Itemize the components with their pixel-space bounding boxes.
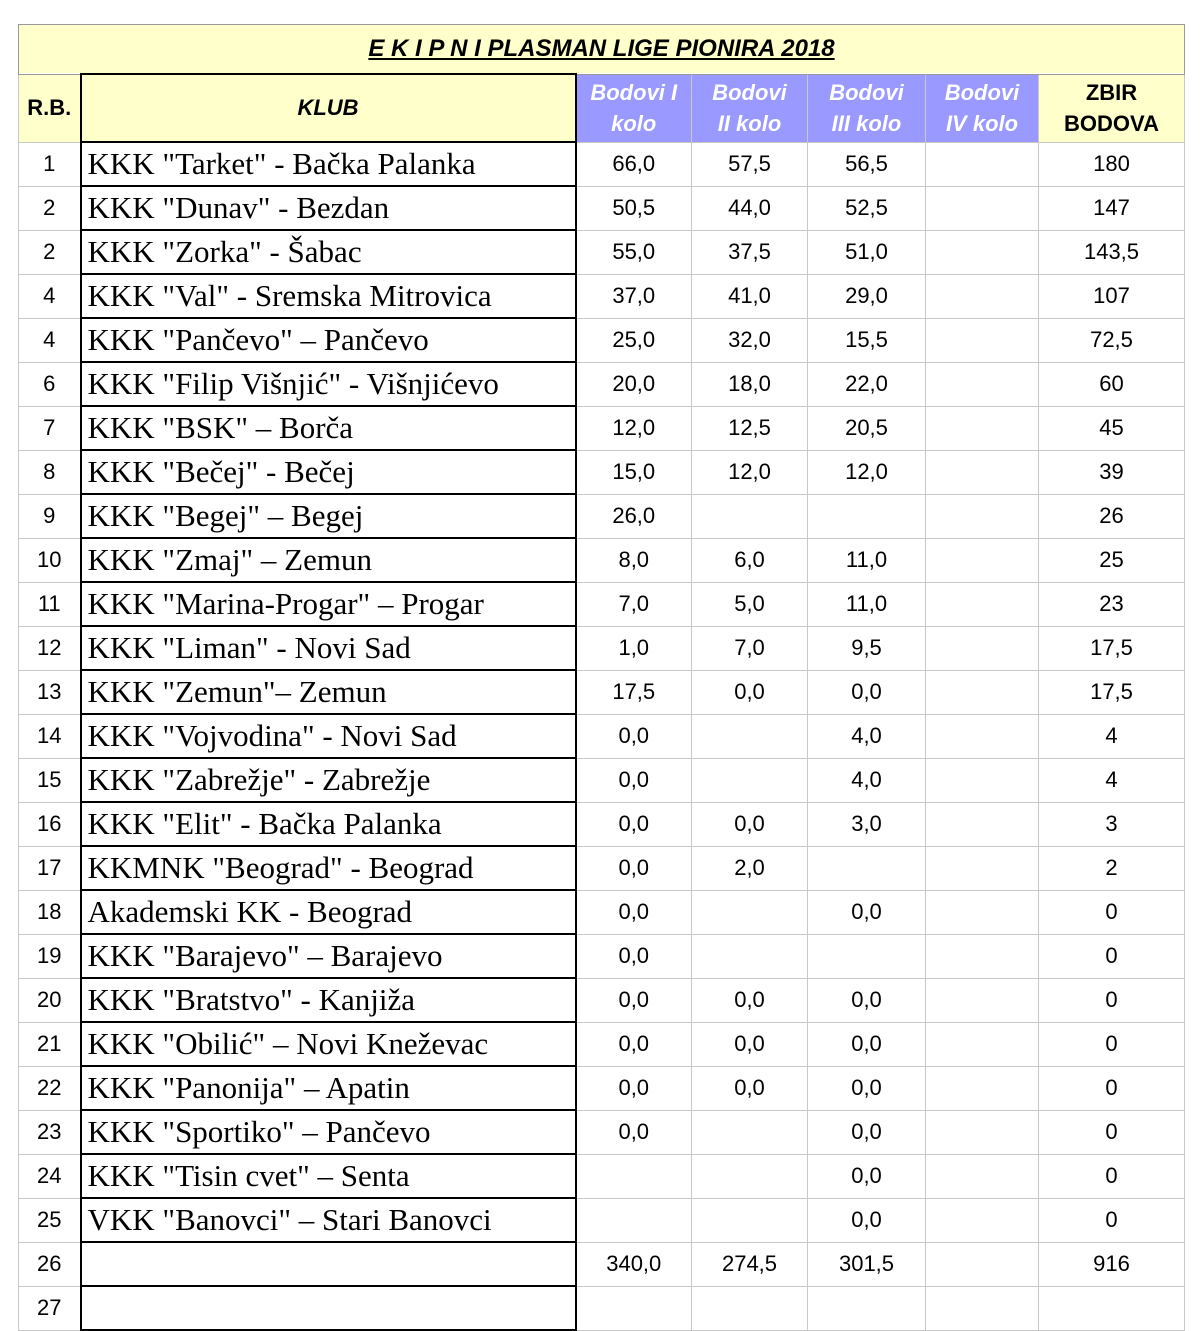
total-points-cell: 4 xyxy=(1039,714,1185,758)
round-1-header: Bodovi I kolo xyxy=(576,74,692,142)
round-1-points-cell xyxy=(576,1154,692,1198)
round-2-points-cell: 2,0 xyxy=(692,846,808,890)
round-1-points-cell: 0,0 xyxy=(576,714,692,758)
round-2-points-cell: 274,5 xyxy=(692,1242,808,1286)
club-name-cell xyxy=(81,1286,576,1330)
round-3-points-cell: 51,0 xyxy=(808,230,926,274)
round-3-points-cell: 0,0 xyxy=(808,978,926,1022)
round-1-points-cell: 0,0 xyxy=(576,1022,692,1066)
table-row xyxy=(19,230,1185,274)
round-1-points-cell: 0,0 xyxy=(576,758,692,802)
round-4-points-cell xyxy=(926,802,1039,846)
rank-cell: 17 xyxy=(19,846,81,890)
total-points-cell: 72,5 xyxy=(1039,318,1185,362)
round-4-points-cell xyxy=(926,1198,1039,1242)
total-points-cell: 143,5 xyxy=(1039,230,1185,274)
club-header: KLUB xyxy=(81,74,576,142)
club-name-cell: KKK "BSK" – Borča xyxy=(81,406,576,450)
round-3-points-cell: 0,0 xyxy=(808,1022,926,1066)
total-points-cell: 0 xyxy=(1039,978,1185,1022)
club-name-cell: Akademski KK - Beograd xyxy=(81,890,576,934)
total-points-cell: 25 xyxy=(1039,538,1185,582)
round-3-points-cell: 4,0 xyxy=(808,714,926,758)
total-points-cell: 0 xyxy=(1039,1110,1185,1154)
total-points-cell: 4 xyxy=(1039,758,1185,802)
round-1-points-cell: 0,0 xyxy=(576,1110,692,1154)
round-2-points-cell: 12,0 xyxy=(692,450,808,494)
round-3-points-cell xyxy=(808,1286,926,1330)
round-2-points-cell xyxy=(692,1286,808,1330)
table-title: E K I P N I PLASMAN LIGE PIONIRA 2018 xyxy=(19,25,1185,75)
total-points-cell: 0 xyxy=(1039,1066,1185,1110)
table-row xyxy=(19,582,1185,626)
club-name-cell: KKK "Panonija" – Apatin xyxy=(81,1066,576,1110)
round-3-points-cell xyxy=(808,846,926,890)
round-2-points-cell: 41,0 xyxy=(692,274,808,318)
round-3-points-cell: 56,5 xyxy=(808,142,926,186)
round-4-points-cell xyxy=(926,230,1039,274)
round-2-points-cell: 6,0 xyxy=(692,538,808,582)
club-name-cell: KKK "Begej" – Begej xyxy=(81,494,576,538)
round-2-points-cell xyxy=(692,890,808,934)
round-3-points-cell: 29,0 xyxy=(808,274,926,318)
total-points-cell: 0 xyxy=(1039,890,1185,934)
round-4-points-cell xyxy=(926,1154,1039,1198)
table-row xyxy=(19,978,1185,1022)
club-name-cell: KKK "Barajevo" – Barajevo xyxy=(81,934,576,978)
round-3-points-cell: 15,5 xyxy=(808,318,926,362)
table-row xyxy=(19,186,1185,230)
round-3-points-cell: 4,0 xyxy=(808,758,926,802)
total-points-cell: 17,5 xyxy=(1039,626,1185,670)
round-3-points-cell: 22,0 xyxy=(808,362,926,406)
round-2-points-cell: 0,0 xyxy=(692,978,808,1022)
club-name-cell: KKK "Zmaj" – Zemun xyxy=(81,538,576,582)
rank-cell: 16 xyxy=(19,802,81,846)
total-points-cell: 0 xyxy=(1039,1198,1185,1242)
round-3-header: Bodovi III kolo xyxy=(808,74,926,142)
round-4-header: Bodovi IV kolo xyxy=(926,74,1039,142)
total-points-cell: 147 xyxy=(1039,186,1185,230)
round-2-points-cell xyxy=(692,934,808,978)
round-4-points-cell xyxy=(926,714,1039,758)
rank-cell: 18 xyxy=(19,890,81,934)
table-row xyxy=(19,714,1185,758)
club-name-cell: KKK "Bečej" - Bečej xyxy=(81,450,576,494)
table-row xyxy=(19,274,1185,318)
total-points-cell: 60 xyxy=(1039,362,1185,406)
rank-cell: 21 xyxy=(19,1022,81,1066)
table-row xyxy=(19,450,1185,494)
round-3-points-cell: 0,0 xyxy=(808,1154,926,1198)
table-row xyxy=(19,758,1185,802)
round-1-points-cell: 340,0 xyxy=(576,1242,692,1286)
rank-cell: 8 xyxy=(19,450,81,494)
round-2-points-cell: 12,5 xyxy=(692,406,808,450)
rank-cell: 26 xyxy=(19,1242,81,1286)
table-row xyxy=(19,626,1185,670)
table-row xyxy=(19,846,1185,890)
round-1-points-cell: 0,0 xyxy=(576,1066,692,1110)
round-1-points-cell: 0,0 xyxy=(576,846,692,890)
total-points-cell: 45 xyxy=(1039,406,1185,450)
table-row xyxy=(19,406,1185,450)
rank-cell: 10 xyxy=(19,538,81,582)
round-4-points-cell xyxy=(926,186,1039,230)
round-2-points-cell: 5,0 xyxy=(692,582,808,626)
total-points-cell: 23 xyxy=(1039,582,1185,626)
club-name-cell: KKK "Pančevo" – Pančevo xyxy=(81,318,576,362)
rank-cell: 19 xyxy=(19,934,81,978)
round-4-points-cell xyxy=(926,626,1039,670)
round-1-points-cell xyxy=(576,1198,692,1242)
total-points-cell: 17,5 xyxy=(1039,670,1185,714)
club-name-cell: KKK "Tarket" - Bačka Palanka xyxy=(81,142,576,186)
round-1-points-cell: 26,0 xyxy=(576,494,692,538)
round-3-points-cell: 301,5 xyxy=(808,1242,926,1286)
total-points-cell: 0 xyxy=(1039,1022,1185,1066)
round-2-points-cell: 0,0 xyxy=(692,1066,808,1110)
round-2-points-cell xyxy=(692,714,808,758)
round-1-points-cell: 17,5 xyxy=(576,670,692,714)
round-1-points-cell: 55,0 xyxy=(576,230,692,274)
club-name-cell: KKK "Vojvodina" - Novi Sad xyxy=(81,714,576,758)
round-1-points-cell: 66,0 xyxy=(576,142,692,186)
round-1-points-cell: 0,0 xyxy=(576,934,692,978)
rank-header: R.B. xyxy=(19,74,81,142)
round-1-points-cell: 12,0 xyxy=(576,406,692,450)
round-1-points-cell: 7,0 xyxy=(576,582,692,626)
table-row xyxy=(19,670,1185,714)
rank-cell: 2 xyxy=(19,186,81,230)
total-points-cell: 39 xyxy=(1039,450,1185,494)
club-name-cell: KKK "Zabrežje" - Zabrežje xyxy=(81,758,576,802)
rank-cell: 13 xyxy=(19,670,81,714)
rank-cell: 9 xyxy=(19,494,81,538)
total-points-header: ZBIR BODOVA xyxy=(1039,74,1185,142)
round-4-points-cell xyxy=(926,890,1039,934)
rank-cell: 12 xyxy=(19,626,81,670)
club-name-cell: KKK "Zorka" - Šabac xyxy=(81,230,576,274)
total-points-cell: 916 xyxy=(1039,1242,1185,1286)
club-name-cell: KKK "Zemun"– Zemun xyxy=(81,670,576,714)
header-row xyxy=(19,74,1185,142)
round-4-points-cell xyxy=(926,1110,1039,1154)
rank-cell: 1 xyxy=(19,142,81,186)
round-2-points-cell: 0,0 xyxy=(692,802,808,846)
table-row xyxy=(19,1154,1185,1198)
round-2-points-cell: 44,0 xyxy=(692,186,808,230)
rank-cell: 20 xyxy=(19,978,81,1022)
round-3-points-cell: 0,0 xyxy=(808,670,926,714)
total-points-cell: 2 xyxy=(1039,846,1185,890)
round-3-points-cell: 0,0 xyxy=(808,1110,926,1154)
round-2-points-cell: 18,0 xyxy=(692,362,808,406)
round-4-points-cell xyxy=(926,670,1039,714)
round-3-points-cell: 9,5 xyxy=(808,626,926,670)
round-1-points-cell: 20,0 xyxy=(576,362,692,406)
club-name-cell: KKK "Val" - Sremska Mitrovica xyxy=(81,274,576,318)
total-points-cell: 180 xyxy=(1039,142,1185,186)
club-name-cell xyxy=(81,1242,576,1286)
club-name-cell: KKK "Tisin cvet" – Senta xyxy=(81,1154,576,1198)
table-row xyxy=(19,1286,1185,1330)
round-2-points-cell: 7,0 xyxy=(692,626,808,670)
total-points-cell xyxy=(1039,1286,1185,1330)
round-2-header: Bodovi II kolo xyxy=(692,74,808,142)
round-3-points-cell: 0,0 xyxy=(808,1198,926,1242)
table-row xyxy=(19,890,1185,934)
club-name-cell: VKK "Banovci" – Stari Banovci xyxy=(81,1198,576,1242)
round-2-points-cell: 0,0 xyxy=(692,1022,808,1066)
club-name-cell: KKK "Marina-Progar" – Progar xyxy=(81,582,576,626)
rank-cell: 25 xyxy=(19,1198,81,1242)
table-row xyxy=(19,318,1185,362)
club-name-cell: KKK "Obilić" – Novi Kneževac xyxy=(81,1022,576,1066)
round-1-points-cell: 37,0 xyxy=(576,274,692,318)
round-3-points-cell: 3,0 xyxy=(808,802,926,846)
club-name-cell: KKK "Sportiko" – Pančevo xyxy=(81,1110,576,1154)
total-points-cell: 0 xyxy=(1039,1154,1185,1198)
round-4-points-cell xyxy=(926,1022,1039,1066)
round-2-points-cell: 32,0 xyxy=(692,318,808,362)
round-3-points-cell xyxy=(808,494,926,538)
round-4-points-cell xyxy=(926,1242,1039,1286)
round-4-points-cell xyxy=(926,450,1039,494)
round-4-points-cell xyxy=(926,846,1039,890)
round-3-points-cell: 12,0 xyxy=(808,450,926,494)
round-1-points-cell: 1,0 xyxy=(576,626,692,670)
rank-cell: 27 xyxy=(19,1286,81,1330)
round-1-points-cell: 0,0 xyxy=(576,890,692,934)
round-4-points-cell xyxy=(926,142,1039,186)
club-name-cell: KKK "Bratstvo" - Kanjiža xyxy=(81,978,576,1022)
round-4-points-cell xyxy=(926,406,1039,450)
round-1-points-cell: 8,0 xyxy=(576,538,692,582)
total-points-cell: 3 xyxy=(1039,802,1185,846)
table-row xyxy=(19,1066,1185,1110)
round-1-points-cell: 25,0 xyxy=(576,318,692,362)
total-points-cell: 26 xyxy=(1039,494,1185,538)
club-name-cell: KKMNK "Beograd" - Beograd xyxy=(81,846,576,890)
round-3-points-cell: 0,0 xyxy=(808,1066,926,1110)
round-4-points-cell xyxy=(926,758,1039,802)
round-2-points-cell xyxy=(692,1154,808,1198)
round-4-points-cell xyxy=(926,582,1039,626)
round-4-points-cell xyxy=(926,1286,1039,1330)
round-4-points-cell xyxy=(926,318,1039,362)
table-row xyxy=(19,1242,1185,1286)
round-3-points-cell: 11,0 xyxy=(808,538,926,582)
round-2-points-cell xyxy=(692,1198,808,1242)
table-row xyxy=(19,1022,1185,1066)
total-points-cell: 107 xyxy=(1039,274,1185,318)
club-name-cell: KKK "Filip Višnjić" - Višnjićevo xyxy=(81,362,576,406)
round-2-points-cell xyxy=(692,1110,808,1154)
rank-cell: 14 xyxy=(19,714,81,758)
round-4-points-cell xyxy=(926,274,1039,318)
rank-cell: 7 xyxy=(19,406,81,450)
total-points-cell: 0 xyxy=(1039,934,1185,978)
round-3-points-cell: 52,5 xyxy=(808,186,926,230)
round-1-points-cell: 50,5 xyxy=(576,186,692,230)
round-3-points-cell: 0,0 xyxy=(808,890,926,934)
round-3-points-cell xyxy=(808,934,926,978)
round-4-points-cell xyxy=(926,538,1039,582)
rank-cell: 22 xyxy=(19,1066,81,1110)
club-name-cell: KKK "Liman" - Novi Sad xyxy=(81,626,576,670)
round-1-points-cell: 15,0 xyxy=(576,450,692,494)
club-name-cell: KKK "Dunav" - Bezdan xyxy=(81,186,576,230)
round-4-points-cell xyxy=(926,362,1039,406)
table-row xyxy=(19,934,1185,978)
round-4-points-cell xyxy=(926,494,1039,538)
rank-cell: 23 xyxy=(19,1110,81,1154)
round-1-points-cell xyxy=(576,1286,692,1330)
round-2-points-cell: 57,5 xyxy=(692,142,808,186)
round-1-points-cell: 0,0 xyxy=(576,978,692,1022)
rank-cell: 6 xyxy=(19,362,81,406)
table-row xyxy=(19,362,1185,406)
table-row xyxy=(19,1110,1185,1154)
standings-table xyxy=(18,24,1185,1331)
table-row xyxy=(19,1198,1185,1242)
rank-cell: 15 xyxy=(19,758,81,802)
rank-cell: 4 xyxy=(19,318,81,362)
round-1-points-cell: 0,0 xyxy=(576,802,692,846)
rank-cell: 2 xyxy=(19,230,81,274)
table-row xyxy=(19,494,1185,538)
round-2-points-cell: 37,5 xyxy=(692,230,808,274)
round-3-points-cell: 11,0 xyxy=(808,582,926,626)
round-4-points-cell xyxy=(926,1066,1039,1110)
rank-cell: 11 xyxy=(19,582,81,626)
round-2-points-cell: 0,0 xyxy=(692,670,808,714)
round-3-points-cell: 20,5 xyxy=(808,406,926,450)
club-name-cell: KKK "Elit" - Bačka Palanka xyxy=(81,802,576,846)
table-row xyxy=(19,538,1185,582)
round-4-points-cell xyxy=(926,934,1039,978)
rank-cell: 4 xyxy=(19,274,81,318)
table-body xyxy=(19,142,1185,1330)
table-row xyxy=(19,142,1185,186)
round-2-points-cell xyxy=(692,758,808,802)
round-2-points-cell xyxy=(692,494,808,538)
round-4-points-cell xyxy=(926,978,1039,1022)
table-row xyxy=(19,802,1185,846)
rank-cell: 24 xyxy=(19,1154,81,1198)
